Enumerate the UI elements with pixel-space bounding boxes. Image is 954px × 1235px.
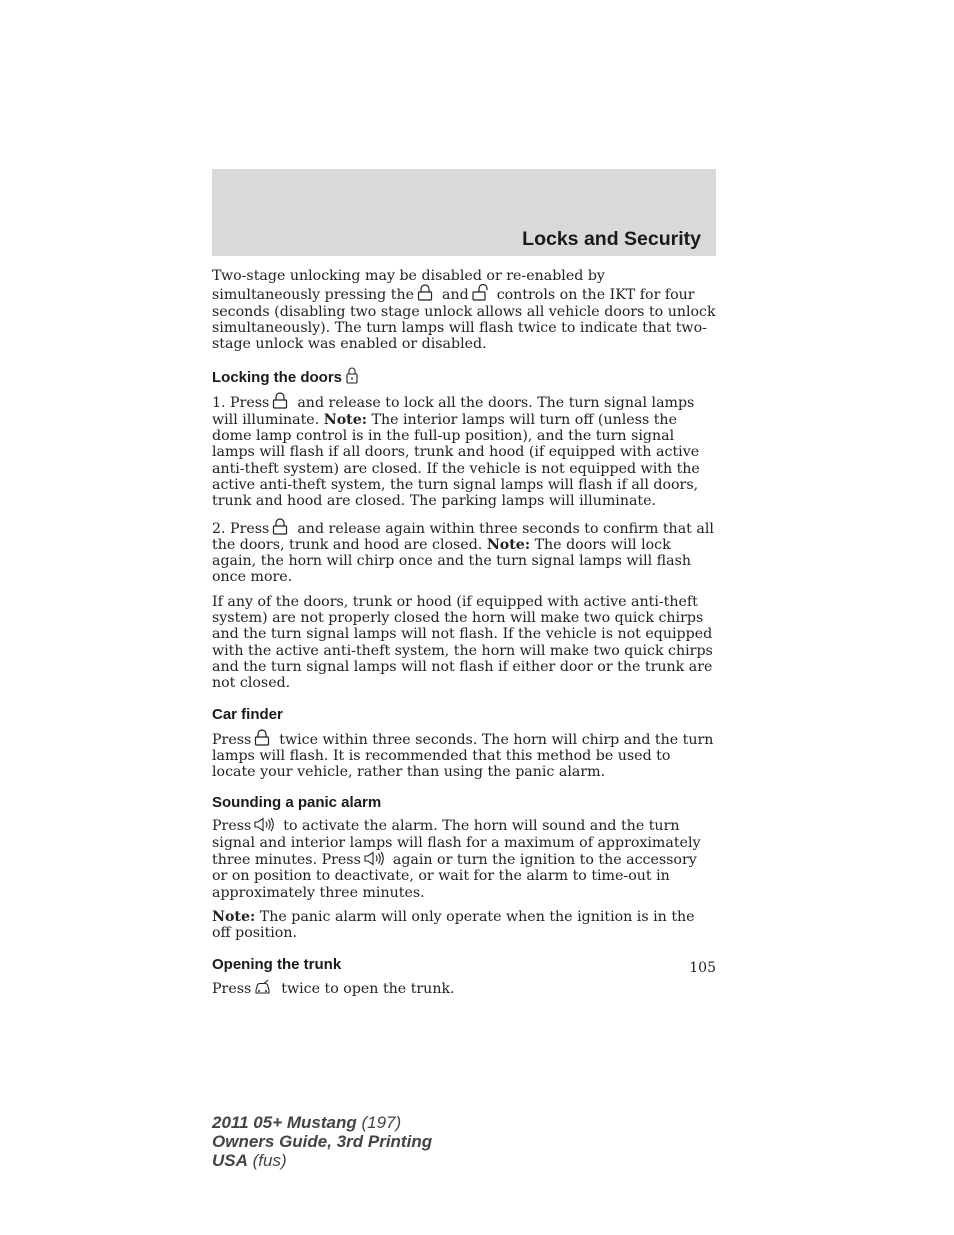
- note-label: Note:: [486, 536, 531, 553]
- lock-icon: [254, 729, 270, 746]
- heading-panic-alarm: Sounding a panic alarm: [212, 794, 382, 812]
- panic-note: Note: The panic alarm will only operate when the ignition is in the off position.: [212, 908, 695, 942]
- lock-icon: [417, 284, 433, 301]
- heading-opening-the-trunk: Opening the trunk: [212, 955, 342, 973]
- lock-icon: [272, 392, 288, 409]
- section-header-band: [212, 169, 716, 256]
- heading-locking-the-doors: Locking the doors: [212, 366, 716, 387]
- page-content: [212, 268, 716, 1005]
- horn-icon: [254, 817, 274, 832]
- note-label: Note:: [323, 411, 367, 428]
- document-footer: [212, 1113, 432, 1170]
- footer-line-1: 2011 05+ Mustang (197): [212, 1113, 402, 1132]
- footer-line-3: USA (fus): [212, 1151, 287, 1170]
- panic-paragraph: Press to activate the alarm. The horn will sound and the turn signal and interior lamps will flash for a maximum of approximately three minutes. Press again or turn the ignition to the accessory or on position to deactivate, or wait for the alarm to time-out in approximately three minutes.: [212, 818, 701, 901]
- section-title: Locks and Security: [522, 228, 701, 250]
- lock-icon: [346, 366, 358, 384]
- horn-icon: [364, 851, 384, 866]
- trunk-paragraph: Press twice to open the trunk.: [212, 980, 455, 997]
- locking-paragraph-3: If any of the doors, trunk or hood (if equipped with active anti-theft system) are not properly closed the horn will make two quick chirps and the turn signal lamps will not flash. If the vehicle is not equipped with the active anti-theft system, the horn will make two quick chirps and the turn signal lamps will not flash if either door or the trunk are not closed.: [212, 593, 713, 692]
- page-number: 105: [689, 960, 716, 976]
- note-label: Note:: [212, 908, 256, 925]
- intro-paragraph: Two-stage unlocking may be disabled or re-enabled by simultaneously pressing the and controls on the IKT for four seconds (disabling two stage unlock allows all vehicle doors to unlock simultaneously). The turn lamps will flash twice to indicate that two-stage unlock was enabled or disabled.: [212, 268, 716, 353]
- unlock-icon: [472, 284, 488, 301]
- locking-step-2: 2. Press and release again within three seconds to confirm that all the doors, trunk and hood are closed. Note: The doors will lock again, the horn will chirp once and the turn signal lamps will flash once more.: [212, 518, 716, 586]
- heading-car-finder: Car finder: [212, 705, 283, 723]
- trunk-release-icon: [254, 979, 272, 995]
- locking-step-1: 1. Press and release to lock all the doors. The turn signal lamps will illuminate. Note: The interior lamps will turn off (unless the dome lamp control is in the full-up position), and the turn signal lamps will flash if all doors, trunk and hood (if equipped with active anti-theft system) are closed. If the vehicle is not equipped with the active anti-theft system, the turn signal lamps will flash if all doors, trunk and hood are closed. The parking lamps will illuminate.: [212, 392, 716, 509]
- footer-line-2: Owners Guide, 3rd Printing: [212, 1132, 433, 1151]
- lock-icon: [272, 518, 288, 535]
- car-finder-paragraph: Press twice within three seconds. The horn will chirp and the turn lamps will flash. It is recommended that this method be used to locate your vehicle, rather than using the panic alarm.: [212, 729, 716, 781]
